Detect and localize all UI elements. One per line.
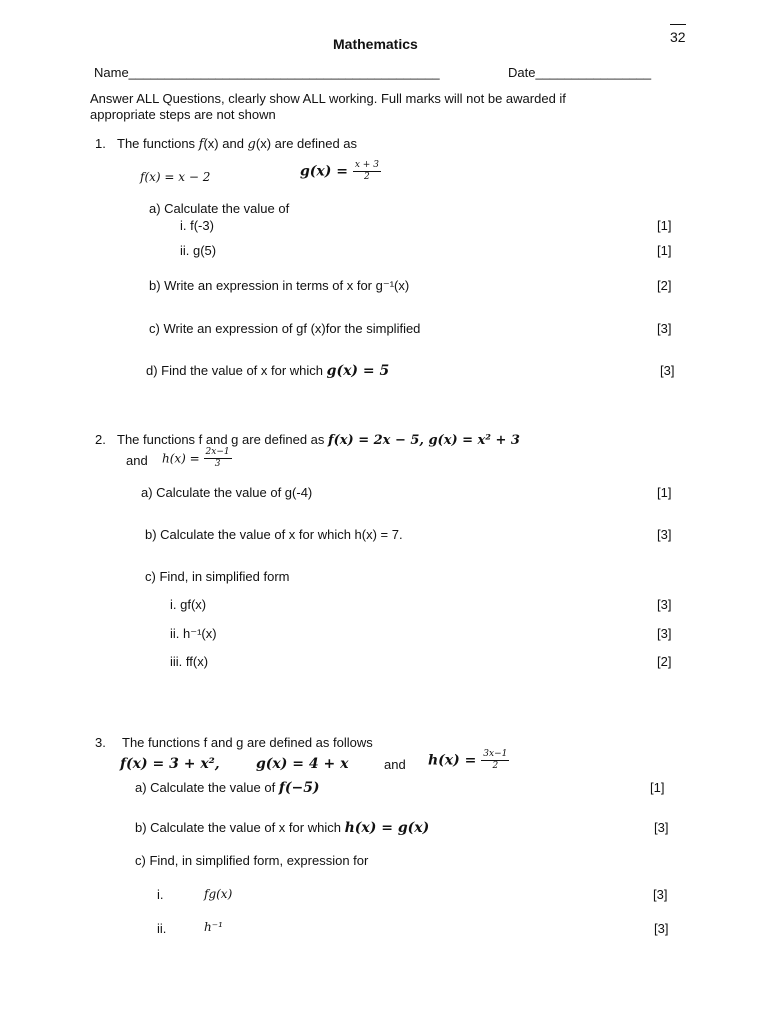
q3a-marks: [1] xyxy=(650,780,665,795)
q1c-text: c) Write an expression of gf (x)for the simplified xyxy=(149,321,421,336)
q3-number: 3. xyxy=(95,735,106,750)
q3-intro: The functions f and g are defined as follows xyxy=(122,735,373,750)
q3c-ii-math: h⁻¹ xyxy=(204,920,223,934)
q1a-label: a) Calculate the value of xyxy=(149,201,290,216)
q1c-marks: [3] xyxy=(657,321,672,336)
q3-g-definition: g(x) = 4 + x xyxy=(256,756,349,772)
q1-g-definition: g(x) = $\frac{x + 3}{2}$ xyxy=(300,160,379,182)
q1a-ii-marks: [1] xyxy=(657,243,672,258)
q2c-iii-marks: [2] xyxy=(657,654,672,669)
q3b-marks: [3] xyxy=(654,820,669,835)
q3c-i-math: fg(x) xyxy=(204,887,233,901)
q1a-ii: ii. g(5) xyxy=(180,243,217,258)
q1a-i: i. f(-3) xyxy=(180,218,214,233)
q3c-text: c) Find, in simplified form, expression for xyxy=(135,853,369,868)
q2c-ii: ii. h⁻¹(x) xyxy=(170,626,217,641)
q2-h-definition: h(x) = $\frac{2x-1}{3}$ xyxy=(162,447,230,469)
q1d-text: d) Find the value of x for which g(x) = 5 xyxy=(146,363,390,379)
name-field: Name___________________________________________ xyxy=(94,65,440,80)
q2c-i: i. gf(x) xyxy=(170,597,207,612)
q2a-marks: [1] xyxy=(657,485,672,500)
q1b-marks: [2] xyxy=(657,278,672,293)
q2a-text: a) Calculate the value of g(-4) xyxy=(141,485,313,500)
q1-intro: The functions f(x) and g(x) are defined as xyxy=(117,136,358,152)
q1-number: 1. xyxy=(95,136,106,151)
q1b-text: b) Write an expression in terms of x for g⁻¹(x) xyxy=(149,278,410,293)
q3c-ii-marks: [3] xyxy=(654,921,669,936)
instructions-line-2: appropriate steps are not shown xyxy=(90,107,276,122)
q2-number: 2. xyxy=(95,432,106,447)
q2-intro: The functions f and g are defined as f(x) = 2x − 5, g(x) = x² + 3 xyxy=(117,432,520,448)
q3b-text: b) Calculate the value of x for which h(x) = g(x) xyxy=(135,820,430,836)
q3-h-definition: h(x) = $\frac{3x-1}{2}$ xyxy=(428,749,508,771)
q3c-ii-label: ii. xyxy=(157,921,167,936)
q3c-i-label: i. xyxy=(157,887,164,902)
q1a-i-marks: [1] xyxy=(657,218,672,233)
q2b-marks: [3] xyxy=(657,527,672,542)
q2c-text: c) Find, in simplified form xyxy=(145,569,290,584)
page-total: 32 xyxy=(670,24,686,45)
q2-and: and xyxy=(126,453,148,468)
q3a-text: a) Calculate the value of f(−5) xyxy=(135,780,320,796)
q2c-ii-marks: [3] xyxy=(657,626,672,641)
q3-f-definition: f(x) = 3 + x², xyxy=(120,756,220,772)
page-title: Mathematics xyxy=(333,36,418,52)
q3-and: and xyxy=(384,757,406,772)
date-field: Date________________ xyxy=(508,65,652,80)
q2c-iii: iii. ff(x) xyxy=(170,654,209,669)
q3c-i-marks: [3] xyxy=(653,887,668,902)
instructions-line-1: Answer ALL Questions, clearly show ALL working. Full marks will not be awarded if xyxy=(90,91,566,106)
q2c-i-marks: [3] xyxy=(657,597,672,612)
q1d-marks: [3] xyxy=(660,363,675,378)
q1-f-definition: f(x) = x − 2 xyxy=(140,170,211,184)
q2b-text: b) Calculate the value of x for which h(x) = 7. xyxy=(145,527,403,542)
